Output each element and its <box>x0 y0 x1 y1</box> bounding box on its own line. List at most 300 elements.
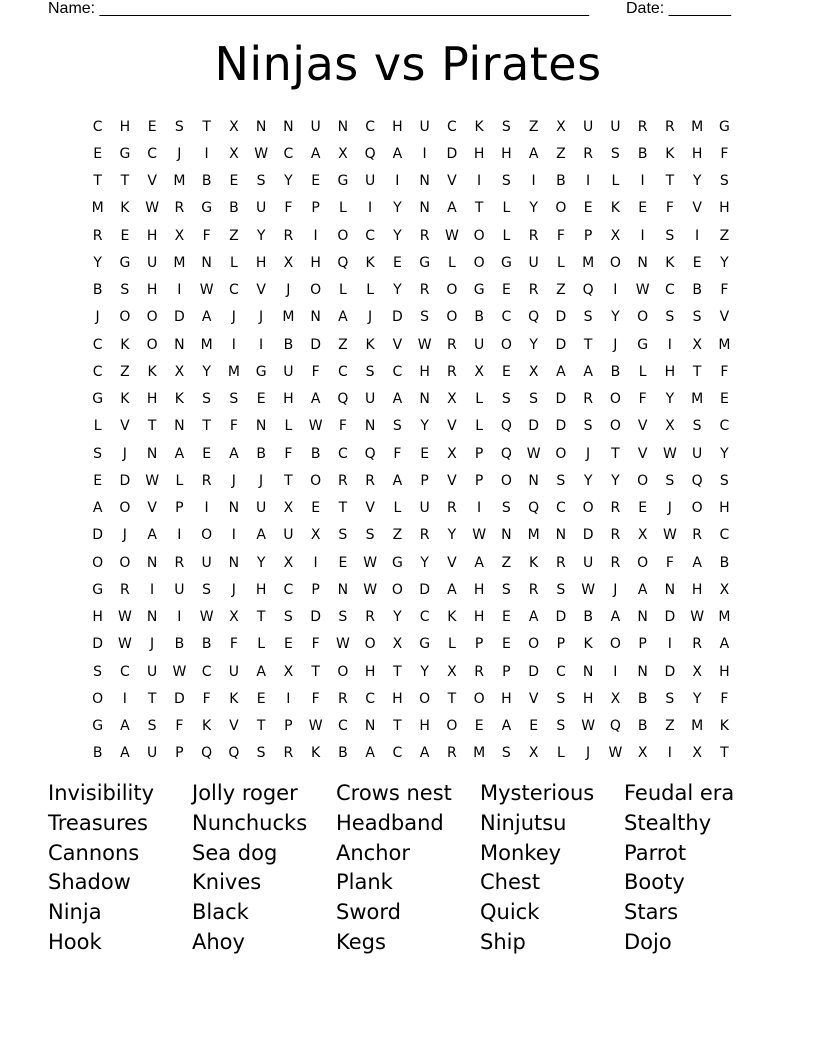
grid-letter: K <box>120 336 130 353</box>
grid-letter: X <box>283 500 294 517</box>
grid-letter: Y <box>720 254 729 271</box>
grid-letter: W <box>417 336 432 353</box>
grid-letter: Q <box>500 445 512 462</box>
grid-letter: S <box>529 391 539 408</box>
grid-letter: R <box>419 227 430 244</box>
grid-letter: A <box>392 472 403 489</box>
grid-letter: Y <box>611 309 620 326</box>
grid-letter: X <box>174 363 185 380</box>
grid-letter: N <box>419 173 430 190</box>
grid-row <box>84 195 738 222</box>
grid-letter: X <box>229 118 239 135</box>
grid-letter: B <box>637 145 648 162</box>
grid-letter: N <box>201 254 212 271</box>
grid-letter: L <box>229 254 238 271</box>
grid-letter: H <box>146 282 158 299</box>
grid-letter: J <box>586 745 591 762</box>
grid-letter: I <box>667 636 672 653</box>
grid-letter: M <box>691 118 704 135</box>
grid-row <box>84 467 738 494</box>
grid-letter: J <box>95 309 100 326</box>
grid-letter: T <box>393 663 402 680</box>
grid-letter: L <box>475 391 484 408</box>
grid-letter: J <box>122 445 127 462</box>
grid-letter: S <box>501 500 511 517</box>
grid-letter: I <box>177 609 182 626</box>
grid-letter: E <box>719 391 729 408</box>
grid-letter: O <box>473 690 485 707</box>
grid-letter: O <box>637 472 649 489</box>
grid-letter: W <box>335 636 350 653</box>
grid-letter: S <box>365 527 375 544</box>
grid-letter: H <box>392 690 403 707</box>
grid-letter: B <box>556 173 566 190</box>
grid-letter: R <box>365 609 375 626</box>
grid-letter: C <box>365 690 376 707</box>
grid-letter: K <box>529 554 539 571</box>
grid-letter: C <box>228 282 239 299</box>
word-list-item: Crows nest <box>336 781 452 805</box>
grid-letter: I <box>613 663 618 680</box>
grid-letter: O <box>337 227 349 244</box>
grid-letter: O <box>555 200 567 217</box>
grid-letter: N <box>637 609 648 626</box>
grid-letter: Y <box>665 391 675 408</box>
grid-letter: Y <box>720 445 729 462</box>
grid-letter: A <box>501 718 512 735</box>
grid-letter: K <box>311 745 321 762</box>
grid-letter: W <box>581 581 596 598</box>
word-list-item: Dojo <box>624 929 672 954</box>
grid-letter: K <box>365 254 375 271</box>
grid-letter: U <box>583 554 594 571</box>
grid-letter: E <box>501 282 511 299</box>
grid-letter: X <box>447 391 457 408</box>
grid-row <box>84 222 738 249</box>
grid-row <box>84 576 738 603</box>
grid-letter: U <box>474 336 485 353</box>
grid-letter: W <box>690 609 705 626</box>
grid-letter: R <box>338 472 348 489</box>
grid-letter: L <box>556 254 565 271</box>
grid-letter: S <box>174 118 184 135</box>
grid-letter: A <box>120 745 130 762</box>
grid-letter: N <box>146 445 158 462</box>
grid-letter: O <box>609 391 621 408</box>
grid-letter: O <box>391 581 403 598</box>
grid-letter: B <box>637 718 648 735</box>
grid-letter: A <box>474 554 484 571</box>
grid-letter: J <box>667 500 672 517</box>
grid-letter: C <box>392 363 403 380</box>
grid-letter: A <box>256 527 266 544</box>
grid-letter: I <box>177 282 182 299</box>
grid-letter: Z <box>719 227 730 244</box>
grid-letter: M <box>691 718 704 735</box>
grid-letter: F <box>311 636 320 653</box>
grid-letter: I <box>259 336 264 353</box>
grid-letter: W <box>199 282 214 299</box>
grid-letter: H <box>419 718 430 735</box>
grid-letter: N <box>283 118 294 135</box>
grid-letter: Z <box>556 282 566 299</box>
grid-letter: Y <box>611 472 620 489</box>
grid-letter: D <box>391 309 403 326</box>
grid-letter: D <box>419 581 431 598</box>
grid-letter: A <box>229 445 239 462</box>
grid-letter: O <box>119 309 131 326</box>
grid-letter: O <box>691 500 703 517</box>
word-list-item: Feudal era <box>624 781 735 805</box>
grid-letter: J <box>259 472 264 489</box>
grid-letter: T <box>393 718 402 735</box>
grid-letter: T <box>93 173 102 190</box>
grid-letter: K <box>583 636 593 653</box>
grid-letter: C <box>501 309 512 326</box>
grid-letter: O <box>500 472 512 489</box>
grid-letter: R <box>447 500 457 517</box>
word-list-item: Hook <box>48 929 102 954</box>
grid-letter: O <box>446 309 458 326</box>
grid-letter: S <box>556 581 566 598</box>
grid-letter: C <box>392 745 403 762</box>
grid-letter: I <box>613 282 618 299</box>
word-list-item: Shadow <box>48 870 131 895</box>
word-list-item: Stealthy <box>624 810 712 835</box>
word-list-item: Stars <box>624 900 679 925</box>
grid-letter: J <box>150 636 155 653</box>
word-list-item: Knives <box>192 870 262 895</box>
word-list-item: Kegs <box>336 929 386 954</box>
grid-letter: R <box>338 690 348 707</box>
grid-letter: X <box>665 418 675 435</box>
grid-letter: X <box>556 118 566 135</box>
grid-letter: Y <box>202 363 211 380</box>
grid-letter: Y <box>393 282 402 299</box>
grid-letter: A <box>583 363 593 380</box>
page-title: Ninjas vs Pirates <box>214 37 602 91</box>
grid-letter: I <box>368 200 373 217</box>
grid-letter: F <box>284 200 293 217</box>
grid-letter: S <box>120 282 130 299</box>
grid-letter: Z <box>338 336 348 353</box>
grid-letter: L <box>175 472 184 489</box>
grid-letter: Q <box>528 309 540 326</box>
grid-letter: S <box>256 745 266 762</box>
grid-letter: O <box>582 500 594 517</box>
grid-letter: N <box>255 118 267 135</box>
grid-letter: D <box>528 418 540 435</box>
date-field-label: Date: _______ <box>626 0 731 17</box>
grid-letter: A <box>556 363 566 380</box>
grid-letter: U <box>283 527 294 544</box>
grid-letter: B <box>229 200 239 217</box>
grid-letter: D <box>173 309 185 326</box>
grid-letter: R <box>528 227 539 244</box>
word-list-item: Quick <box>480 900 540 925</box>
grid-letter: H <box>119 118 131 135</box>
grid-letter: O <box>92 690 104 707</box>
grid-letter: Q <box>609 718 621 735</box>
grid-letter: N <box>337 118 349 135</box>
grid-letter: N <box>364 718 376 735</box>
grid-letter: P <box>420 472 429 489</box>
grid-letter: K <box>202 718 212 735</box>
grid-letter: R <box>583 145 593 162</box>
grid-letter: J <box>231 581 236 598</box>
grid-letter: S <box>256 173 266 190</box>
grid-row <box>84 168 738 195</box>
grid-letter: G <box>119 254 131 271</box>
grid-letter: P <box>311 200 320 217</box>
grid-letter: A <box>392 391 403 408</box>
grid-letter: C <box>283 581 294 598</box>
grid-letter: L <box>393 500 402 517</box>
grid-letter: Y <box>93 254 102 271</box>
grid-letter: R <box>120 581 130 598</box>
grid-letter: S <box>501 118 511 135</box>
grid-letter: Y <box>583 472 593 489</box>
grid-letter: Y <box>284 173 293 190</box>
grid-letter: T <box>720 745 729 762</box>
grid-row <box>84 331 738 358</box>
grid-letter: O <box>310 472 322 489</box>
grid-letter: U <box>201 554 212 571</box>
grid-letter: E <box>638 200 648 217</box>
grid-letter: F <box>720 145 729 162</box>
grid-letter: K <box>719 718 729 735</box>
grid-letter: A <box>447 581 457 598</box>
grid-letter: E <box>202 445 212 462</box>
grid-letter: E <box>93 145 103 162</box>
grid-letter: L <box>502 227 511 244</box>
grid-letter: L <box>638 363 647 380</box>
grid-letter: M <box>227 363 240 380</box>
grid-letter: V <box>120 418 130 435</box>
grid-letter: A <box>528 609 539 626</box>
grid-letter: P <box>284 718 293 735</box>
grid-letter: E <box>501 363 511 380</box>
grid-letter: H <box>719 200 730 217</box>
grid-letter: B <box>338 745 348 762</box>
grid-letter: C <box>664 282 675 299</box>
grid-letter: G <box>419 636 431 653</box>
grid-letter: E <box>638 500 648 517</box>
grid-letter: A <box>365 745 375 762</box>
grid-letter: V <box>447 554 457 571</box>
grid-letter: V <box>147 500 157 517</box>
grid-letter: W <box>662 445 677 462</box>
grid-letter: X <box>283 254 294 271</box>
grid-letter: A <box>637 581 648 598</box>
grid-letter: N <box>174 418 185 435</box>
grid-letter: O <box>500 336 512 353</box>
grid-letter: X <box>610 227 621 244</box>
grid-letter: S <box>556 472 566 489</box>
grid-letter: R <box>474 663 484 680</box>
grid-letter: K <box>474 118 484 135</box>
grid-letter: D <box>310 336 322 353</box>
grid-letter: L <box>366 282 375 299</box>
grid-letter: T <box>474 200 484 217</box>
grid-letter: C <box>365 118 376 135</box>
grid-letter: N <box>255 418 267 435</box>
grid-letter: E <box>311 173 321 190</box>
grid-letter: T <box>147 418 157 435</box>
grid-letter: P <box>638 636 647 653</box>
grid-letter: G <box>255 363 267 380</box>
grid-letter: U <box>147 663 158 680</box>
grid-letter: U <box>310 118 321 135</box>
word-list-item: Invisibility <box>48 781 155 805</box>
grid-letter: W <box>199 609 214 626</box>
grid-letter: I <box>667 745 672 762</box>
grid-letter: K <box>120 391 130 408</box>
grid-letter: I <box>477 500 482 517</box>
grid-letter: H <box>501 690 512 707</box>
grid-letter: Y <box>692 173 702 190</box>
grid-letter: N <box>501 527 512 544</box>
grid-letter: W <box>145 472 160 489</box>
grid-letter: I <box>695 227 700 244</box>
grid-letter: E <box>420 445 430 462</box>
grid-letter: Y <box>692 690 702 707</box>
grid-letter: Y <box>393 227 402 244</box>
grid-letter: X <box>447 663 457 680</box>
grid-letter: V <box>392 336 403 353</box>
grid-letter: S <box>583 418 593 435</box>
grid-letter: L <box>447 254 456 271</box>
grid-letter: M <box>691 391 704 408</box>
grid-letter: A <box>147 527 157 544</box>
grid-letter: S <box>365 363 375 380</box>
grid-letter: N <box>419 200 430 217</box>
grid-letter: E <box>583 200 593 217</box>
grid-letter: K <box>447 609 457 626</box>
grid-letter: H <box>473 145 485 162</box>
grid-letter: K <box>229 690 239 707</box>
grid-letter: V <box>229 718 239 735</box>
grid-letter: G <box>92 581 104 598</box>
grid-letter: U <box>174 581 185 598</box>
grid-letter: I <box>667 336 672 353</box>
grid-letter: G <box>500 254 512 271</box>
grid-letter: S <box>283 609 293 626</box>
grid-letter: T <box>284 472 293 489</box>
grid-letter: A <box>174 445 185 462</box>
grid-letter: Z <box>528 118 539 135</box>
grid-letter: H <box>419 363 430 380</box>
grid-letter: O <box>473 227 485 244</box>
grid-letter: J <box>368 309 373 326</box>
grid-letter: P <box>175 500 184 517</box>
grid-letter: N <box>228 554 240 571</box>
grid-letter: Q <box>528 500 540 517</box>
grid-letter: Q <box>364 445 376 462</box>
grid-letter: V <box>447 173 457 190</box>
grid-letter: O <box>201 527 213 544</box>
grid-letter: M <box>173 254 186 271</box>
grid-letter: O <box>419 690 431 707</box>
grid-letter: R <box>174 200 185 217</box>
grid-row <box>84 604 738 631</box>
grid-letter: R <box>528 282 539 299</box>
grid-letter: U <box>256 500 267 517</box>
grid-letter: J <box>613 336 618 353</box>
grid-letter: R <box>447 745 457 762</box>
grid-letter: E <box>474 718 484 735</box>
grid-letter: C <box>92 363 103 380</box>
grid-letter: E <box>256 690 266 707</box>
grid-letter: M <box>473 745 486 762</box>
grid-letter: O <box>364 636 376 653</box>
grid-letter: W <box>608 745 623 762</box>
grid-letter: D <box>555 309 567 326</box>
grid-letter: X <box>719 581 730 598</box>
grid-letter: U <box>528 254 539 271</box>
grid-letter: X <box>229 145 239 162</box>
grid-letter: O <box>528 636 540 653</box>
grid-letter: B <box>692 282 702 299</box>
grid-letter: B <box>174 636 185 653</box>
grid-letter: Z <box>665 718 675 735</box>
grid-letter: F <box>311 363 320 380</box>
grid-letter: S <box>93 663 103 680</box>
grid-letter: F <box>229 418 238 435</box>
grid-letter: S <box>719 472 729 489</box>
grid-letter: F <box>638 391 647 408</box>
grid-letter: C <box>419 609 430 626</box>
grid-row <box>84 495 738 522</box>
grid-letter: R <box>174 554 185 571</box>
grid-letter: S <box>610 145 620 162</box>
grid-letter: O <box>473 254 485 271</box>
grid-letter: K <box>120 200 130 217</box>
grid-letter: D <box>446 145 458 162</box>
grid-letter: T <box>611 445 620 462</box>
grid-letter: H <box>364 663 376 680</box>
grid-letter: L <box>502 200 511 217</box>
grid-letter: W <box>145 200 160 217</box>
grid-letter: F <box>665 200 674 217</box>
grid-letter: S <box>338 609 348 626</box>
grid-letter: T <box>202 118 211 135</box>
grid-letter: U <box>147 254 158 271</box>
grid-letter: X <box>637 527 648 544</box>
grid-letter: R <box>283 227 294 244</box>
grid-letter: A <box>201 309 212 326</box>
grid-letter: M <box>527 527 540 544</box>
grid-letter: N <box>146 609 158 626</box>
word-list-item: Headband <box>336 810 444 835</box>
grid-letter: U <box>692 445 703 462</box>
grid-letter: S <box>202 391 212 408</box>
grid-letter: F <box>393 445 402 462</box>
grid-letter: S <box>501 745 511 762</box>
grid-letter: B <box>310 445 321 462</box>
grid-letter: T <box>120 173 130 190</box>
grid-letter: C <box>92 336 103 353</box>
grid-letter: X <box>692 745 702 762</box>
grid-letter: W <box>117 609 132 626</box>
grid-letter: B <box>637 690 648 707</box>
grid-letter: I <box>204 500 209 517</box>
grid-letter: J <box>613 581 618 598</box>
grid-letter: S <box>501 581 511 598</box>
grid-letter: M <box>91 200 104 217</box>
word-list-item: Plank <box>336 870 393 895</box>
word-list-item: Ship <box>480 929 526 954</box>
